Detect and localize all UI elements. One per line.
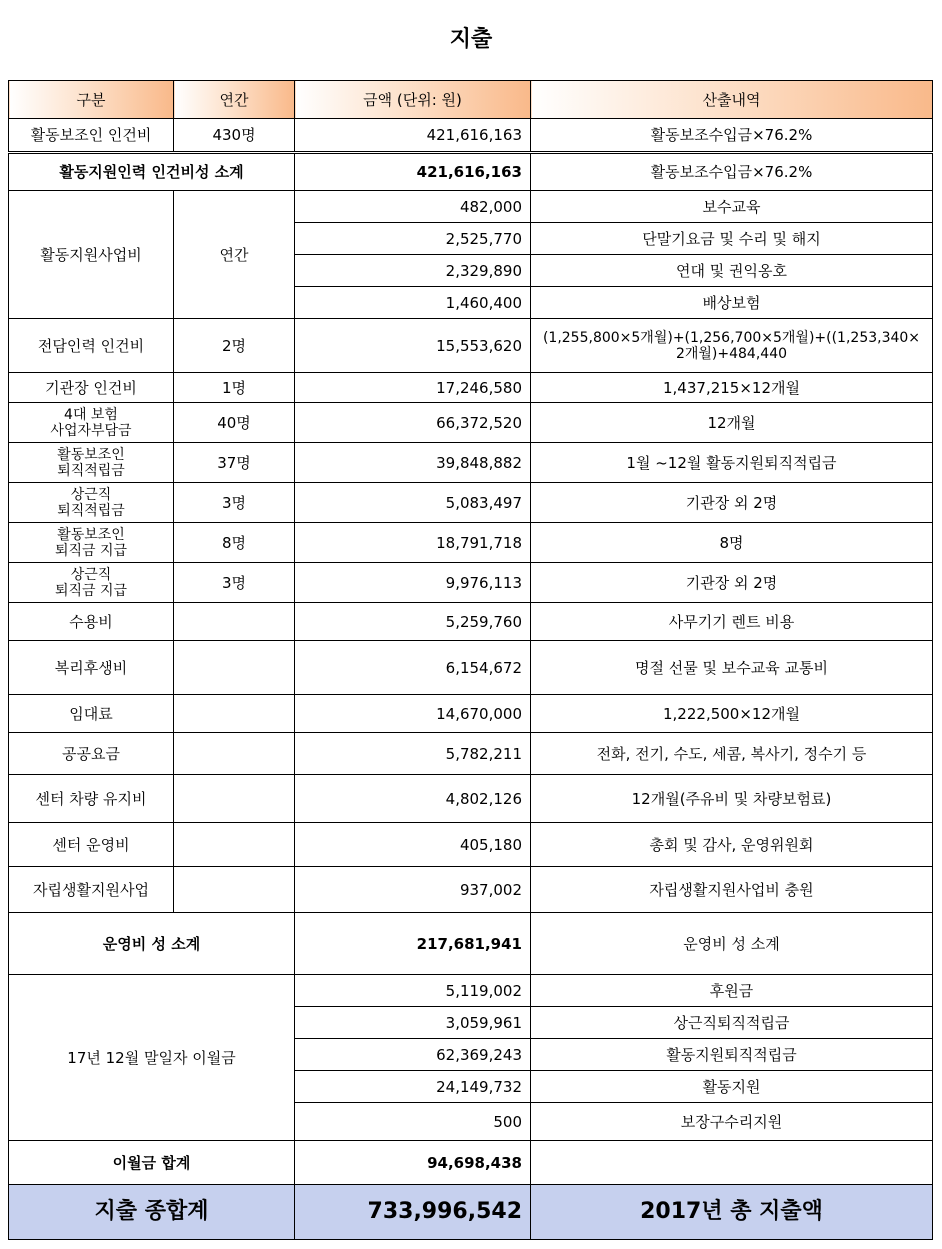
row-count-empty (174, 695, 295, 733)
row-amount: 15,553,620 (295, 319, 531, 373)
table-row-subtotal (9, 153, 933, 191)
row-desc: 운영비 성 소계 (531, 913, 933, 975)
table-row (9, 823, 933, 867)
row-desc: 총회 및 감사, 운영위원회 (531, 823, 933, 867)
row-amount: 421,616,163 (295, 153, 531, 191)
row-label: 전담인력 인건비 (9, 319, 174, 373)
row-amount: 6,154,672 (295, 641, 531, 695)
row-count-empty (174, 603, 295, 641)
row-label-line-1: 활동보조인 (57, 446, 125, 463)
row-desc: 기관장 외 2명 (531, 483, 933, 523)
row-label-line-2: 퇴직금 지급 (54, 542, 128, 559)
table-row-subtotal (9, 913, 933, 975)
row-amount: 18,791,718 (295, 523, 531, 563)
row-label-line-1: 상근직 (70, 566, 112, 583)
row-desc: 1월 ~12월 활동지원퇴직적립금 (531, 443, 933, 483)
table-row (9, 733, 933, 775)
row-desc: 상근직퇴직적립금 (531, 1007, 933, 1039)
row-count-empty (174, 775, 295, 823)
row-amount: 5,083,497 (295, 483, 531, 523)
row-amount: 14,670,000 (295, 695, 531, 733)
row-label: 17년 12월 말일자 이월금 (9, 975, 295, 1141)
row-label (9, 523, 174, 563)
table-row (9, 603, 933, 641)
row-count: 3명 (174, 563, 295, 603)
row-desc: 활동지원 (531, 1071, 933, 1103)
row-count: 8명 (174, 523, 295, 563)
row-count-empty (174, 867, 295, 913)
row-amount: 500 (295, 1103, 531, 1141)
row-amount: 5,259,760 (295, 603, 531, 641)
row-label: 기관장 인건비 (9, 373, 174, 403)
table-row (9, 319, 933, 373)
row-desc: 1,222,500×12개월 (531, 695, 933, 733)
row-label: 활동보조인 인건비 (9, 119, 174, 153)
row-desc: 12개월(주유비 및 차량보험료) (531, 775, 933, 823)
row-count: 2명 (174, 319, 295, 373)
row-label: 센터 운영비 (9, 823, 174, 867)
row-count-empty (174, 733, 295, 775)
row-label: 이월금 합계 (9, 1141, 295, 1185)
row-desc: 후원금 (531, 975, 933, 1007)
row-label-line-2: 사업자부담금 (50, 422, 132, 439)
expense-table (8, 80, 933, 1240)
row-desc: (1,255,800×5개월)+(1,256,700×5개월)+((1,253,340×2개월)+484,440 (531, 319, 933, 373)
table-row (9, 641, 933, 695)
row-label-line-1: 활동보조인 (57, 526, 125, 543)
row-desc: 명절 선물 및 보수교육 교통비 (531, 641, 933, 695)
row-amount: 62,369,243 (295, 1039, 531, 1071)
row-label: 센터 차량 유지비 (9, 775, 174, 823)
row-amount: 9,976,113 (295, 563, 531, 603)
row-amount: 217,681,941 (295, 913, 531, 975)
row-amount: 421,616,163 (295, 119, 531, 153)
row-amount: 5,119,002 (295, 975, 531, 1007)
row-label-line-2: 퇴직금 지급 (54, 582, 128, 599)
grand-total-amount: 733,996,542 (295, 1185, 531, 1240)
row-count-empty (174, 823, 295, 867)
row-amount: 4,802,126 (295, 775, 531, 823)
table-row (9, 523, 933, 563)
row-amount: 66,372,520 (295, 403, 531, 443)
table-row (9, 119, 933, 153)
row-label-line-1: 상근직 (70, 486, 112, 503)
header-row (9, 81, 933, 119)
header-annual: 연간 (174, 81, 295, 119)
row-amount: 39,848,882 (295, 443, 531, 483)
row-amount: 937,002 (295, 867, 531, 913)
row-count: 3명 (174, 483, 295, 523)
table-row (9, 403, 933, 443)
row-amount: 2,329,890 (295, 255, 531, 287)
row-label: 자립생활지원사업 (9, 867, 174, 913)
row-label: 활동지원인력 인건비성 소계 (9, 153, 295, 191)
row-amount: 1,460,400 (295, 287, 531, 319)
row-amount: 405,180 (295, 823, 531, 867)
row-label: 공공요금 (9, 733, 174, 775)
row-label: 수용비 (9, 603, 174, 641)
table-row (9, 867, 933, 913)
row-label-line-2: 퇴직적립금 (57, 502, 125, 519)
header-category: 구분 (9, 81, 174, 119)
row-amount: 482,000 (295, 191, 531, 223)
row-label-line-2: 퇴직적립금 (57, 462, 125, 479)
row-desc: 자립생활지원사업비 충원 (531, 867, 933, 913)
header-details: 산출내역 (531, 81, 933, 119)
row-desc: 배상보험 (531, 287, 933, 319)
row-label (9, 563, 174, 603)
table-row-subtotal (9, 1141, 933, 1185)
row-desc: 활동지원퇴직적립금 (531, 1039, 933, 1071)
row-label-line-1: 4대 보험 (64, 406, 118, 423)
row-count: 연간 (174, 191, 295, 319)
row-desc: 사무기기 렌트 비용 (531, 603, 933, 641)
row-desc: 보수교육 (531, 191, 933, 223)
row-label (9, 483, 174, 523)
row-desc: 12개월 (531, 403, 933, 443)
row-desc: 1,437,215×12개월 (531, 373, 933, 403)
row-amount: 5,782,211 (295, 733, 531, 775)
table-row (9, 191, 933, 223)
row-label: 임대료 (9, 695, 174, 733)
row-amount: 2,525,770 (295, 223, 531, 255)
row-amount: 94,698,438 (295, 1141, 531, 1185)
table-row (9, 775, 933, 823)
row-label: 운영비 성 소계 (9, 913, 295, 975)
row-count: 40명 (174, 403, 295, 443)
row-count-empty (174, 641, 295, 695)
row-count: 1명 (174, 373, 295, 403)
row-label: 활동지원사업비 (9, 191, 174, 319)
row-desc: 연대 및 권익옹호 (531, 255, 933, 287)
row-label (9, 403, 174, 443)
table-row (9, 373, 933, 403)
table-row (9, 975, 933, 1007)
row-desc: 보장구수리지원 (531, 1103, 933, 1141)
row-count: 430명 (174, 119, 295, 153)
grand-total-label: 지출 종합계 (9, 1185, 295, 1240)
row-desc: 단말기요금 및 수리 및 해지 (531, 223, 933, 255)
header-amount: 금액 (단위: 원) (295, 81, 531, 119)
row-desc: 활동보조수입금×76.2% (531, 153, 933, 191)
table-row (9, 483, 933, 523)
page-title: 지출 (449, 27, 493, 52)
row-desc-empty (531, 1141, 933, 1185)
table-row (9, 695, 933, 733)
row-label (9, 443, 174, 483)
row-label: 복리후생비 (9, 641, 174, 695)
row-desc: 8명 (531, 523, 933, 563)
table-row-grand-total (9, 1185, 933, 1240)
row-amount: 17,246,580 (295, 373, 531, 403)
row-desc: 전화, 전기, 수도, 세콤, 복사기, 정수기 등 (531, 733, 933, 775)
row-desc: 활동보조수입금×76.2% (531, 119, 933, 153)
row-count: 37명 (174, 443, 295, 483)
row-amount: 24,149,732 (295, 1071, 531, 1103)
row-desc: 기관장 외 2명 (531, 563, 933, 603)
row-amount: 3,059,961 (295, 1007, 531, 1039)
table-row (9, 443, 933, 483)
grand-total-desc: 2017년 총 지출액 (531, 1185, 933, 1240)
table-row (9, 563, 933, 603)
